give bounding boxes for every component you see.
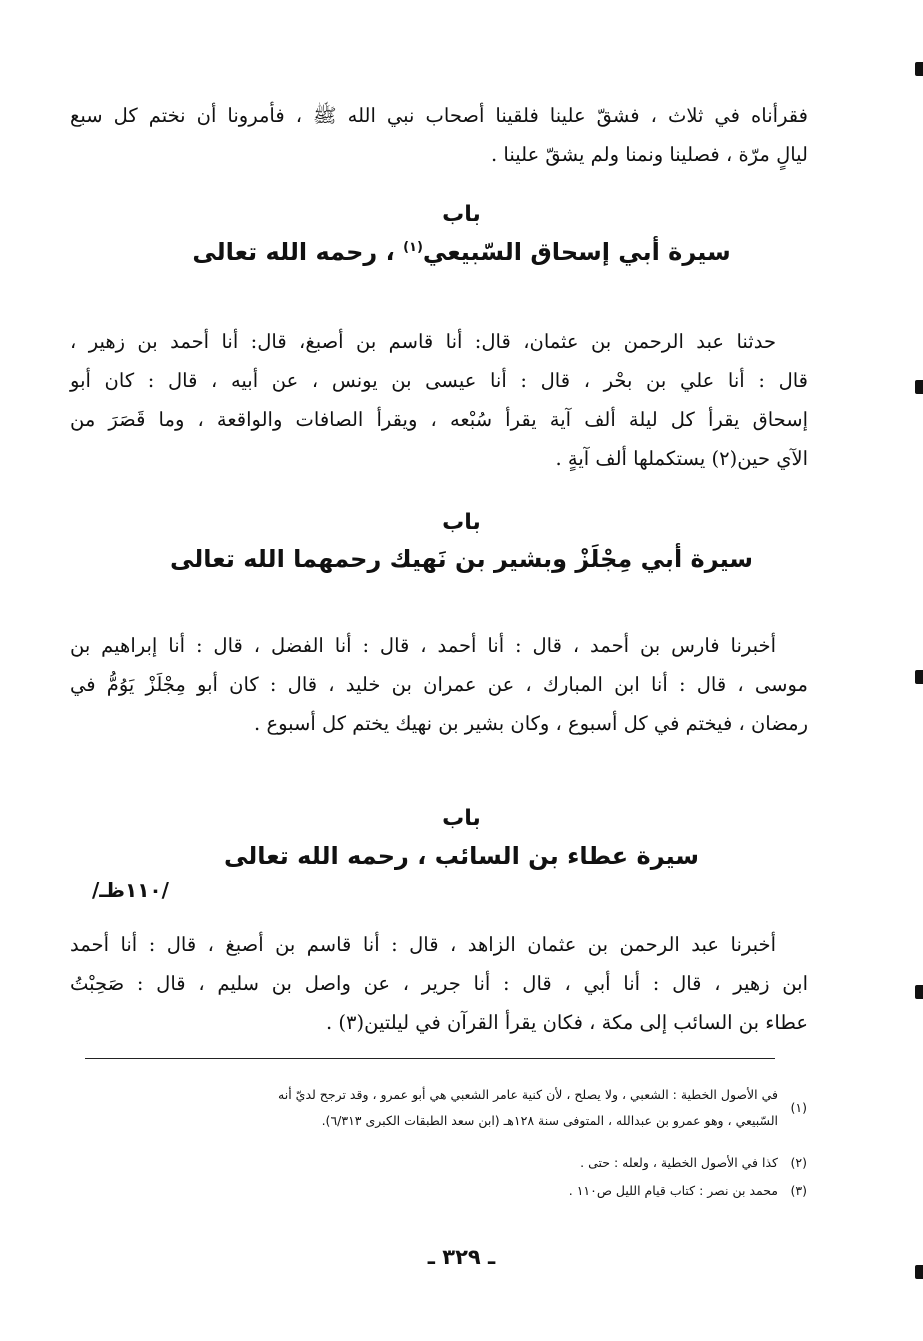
section-bab-heading: باب xyxy=(442,510,481,535)
text-line: رمضان ، فيختم في كل أسبوع ، وكان بشير بن نهيك يختم كل أسبوع . xyxy=(254,712,808,735)
footnote-number: (١) xyxy=(790,1100,807,1115)
page-number: ـ ٣٢٩ ـ xyxy=(427,1245,496,1269)
text-line: الآي حين(٢) يستكملها ألف آيةٍ . xyxy=(555,447,808,470)
section-paragraph xyxy=(70,925,808,1042)
footnote xyxy=(85,1082,778,1134)
footnote xyxy=(85,1178,778,1204)
footnote xyxy=(85,1150,778,1176)
section-paragraph xyxy=(70,626,808,743)
footnote-number: (٣) xyxy=(790,1183,807,1198)
top-paragraph xyxy=(70,96,808,174)
footnote-line: في الأصول الخطية : الشعبي ، ولا يصلح ، لأن كنية عامر الشعبي هي أبو عمرو ، وقد ترجح لديّ أنه xyxy=(278,1087,778,1102)
text-line: ابن زهير ، قال : أنا أبي ، قال : أنا جرير ، عن واصل بن سليم ، قال : صَحِبْتُ xyxy=(70,972,808,995)
text-line: ليالٍ مرّة ، فصلينا ونمنا ولم يشقّ علينا . xyxy=(491,143,808,166)
section-paragraph xyxy=(70,322,808,478)
text-line: أخبرنا فارس بن أحمد ، قال : أنا أحمد ، قال : أنا الفضل ، قال : أنا إبراهيم بن xyxy=(70,634,776,657)
scan-edge-mark xyxy=(915,1265,923,1279)
section-title: سيرة عطاء بن السائب ، رحمه الله تعالى xyxy=(223,842,700,870)
text-line: موسى ، قال : أنا ابن المبارك ، عن عمران بن خليد ، قال : كان أبو مِجْلَزْ يَوُمُّ في xyxy=(70,673,808,696)
footnote-line: محمد بن نصر : كتاب قيام الليل ص١١٠ . xyxy=(568,1183,778,1198)
text-line: عطاء بن السائب إلى مكة ، فكان يقرأ القرآن في ليلتين(٣) . xyxy=(326,1011,808,1034)
scan-edge-mark xyxy=(915,62,923,76)
text-line: إسحاق يقرأ كل ليلة ألف آية يقرأ سُبْعه ، ويقرأ الصافات والواقعة ، وما قَصَرَ من xyxy=(70,408,808,431)
section-title xyxy=(150,238,773,266)
footnote-line: كذا في الأصول الخطية ، ولعله : حتى . xyxy=(580,1155,778,1170)
text-line: فقرأناه في ثلاث ، فشقّ علينا فلقينا أصحاب نبي الله ﷺ ، فأمرونا أن نختم كل سبع xyxy=(70,104,808,127)
text-line: أخبرنا عبد الرحمن بن عثمان الزاهد ، قال : أنا قاسم بن أصبغ ، قال : أنا أحمد xyxy=(70,933,776,956)
section-title-text: سيرة أبي إسحاق السّبيعي xyxy=(422,238,731,266)
folio-marker: /١١٠ظـ/ xyxy=(92,878,169,902)
section-title-suffix: ، رحمه الله تعالى xyxy=(192,238,404,266)
section-title: سيرة أبي مِجْلَزْ وبشير بن نَهيك رحمهما الله تعالى xyxy=(169,545,754,573)
footnote-ref: (١) xyxy=(403,240,423,255)
section-bab-heading: باب xyxy=(442,202,481,227)
footnote-separator xyxy=(85,1058,775,1059)
text-line: حدثنا عبد الرحمن بن عثمان، قال: أنا قاسم بن أصبغ، قال: أنا أحمد بن زهير ، xyxy=(70,330,776,353)
footnote-line: السّبيعي ، وهو عمرو بن عبدالله ، المتوفى سنة ١٢٨هـ (ابن سعد الطبقات الكبرى ٦/٣١٣). xyxy=(321,1113,778,1128)
scan-edge-mark xyxy=(915,670,923,684)
text-line: قال : أنا علي بن بحْر ، قال : أنا عيسى بن يونس ، عن أبيه ، قال : كان أبو xyxy=(70,369,808,392)
footnote-number: (٢) xyxy=(790,1155,807,1170)
scan-edge-mark xyxy=(915,985,923,999)
section-bab-heading: باب xyxy=(442,806,481,831)
scan-edge-mark xyxy=(915,380,923,394)
